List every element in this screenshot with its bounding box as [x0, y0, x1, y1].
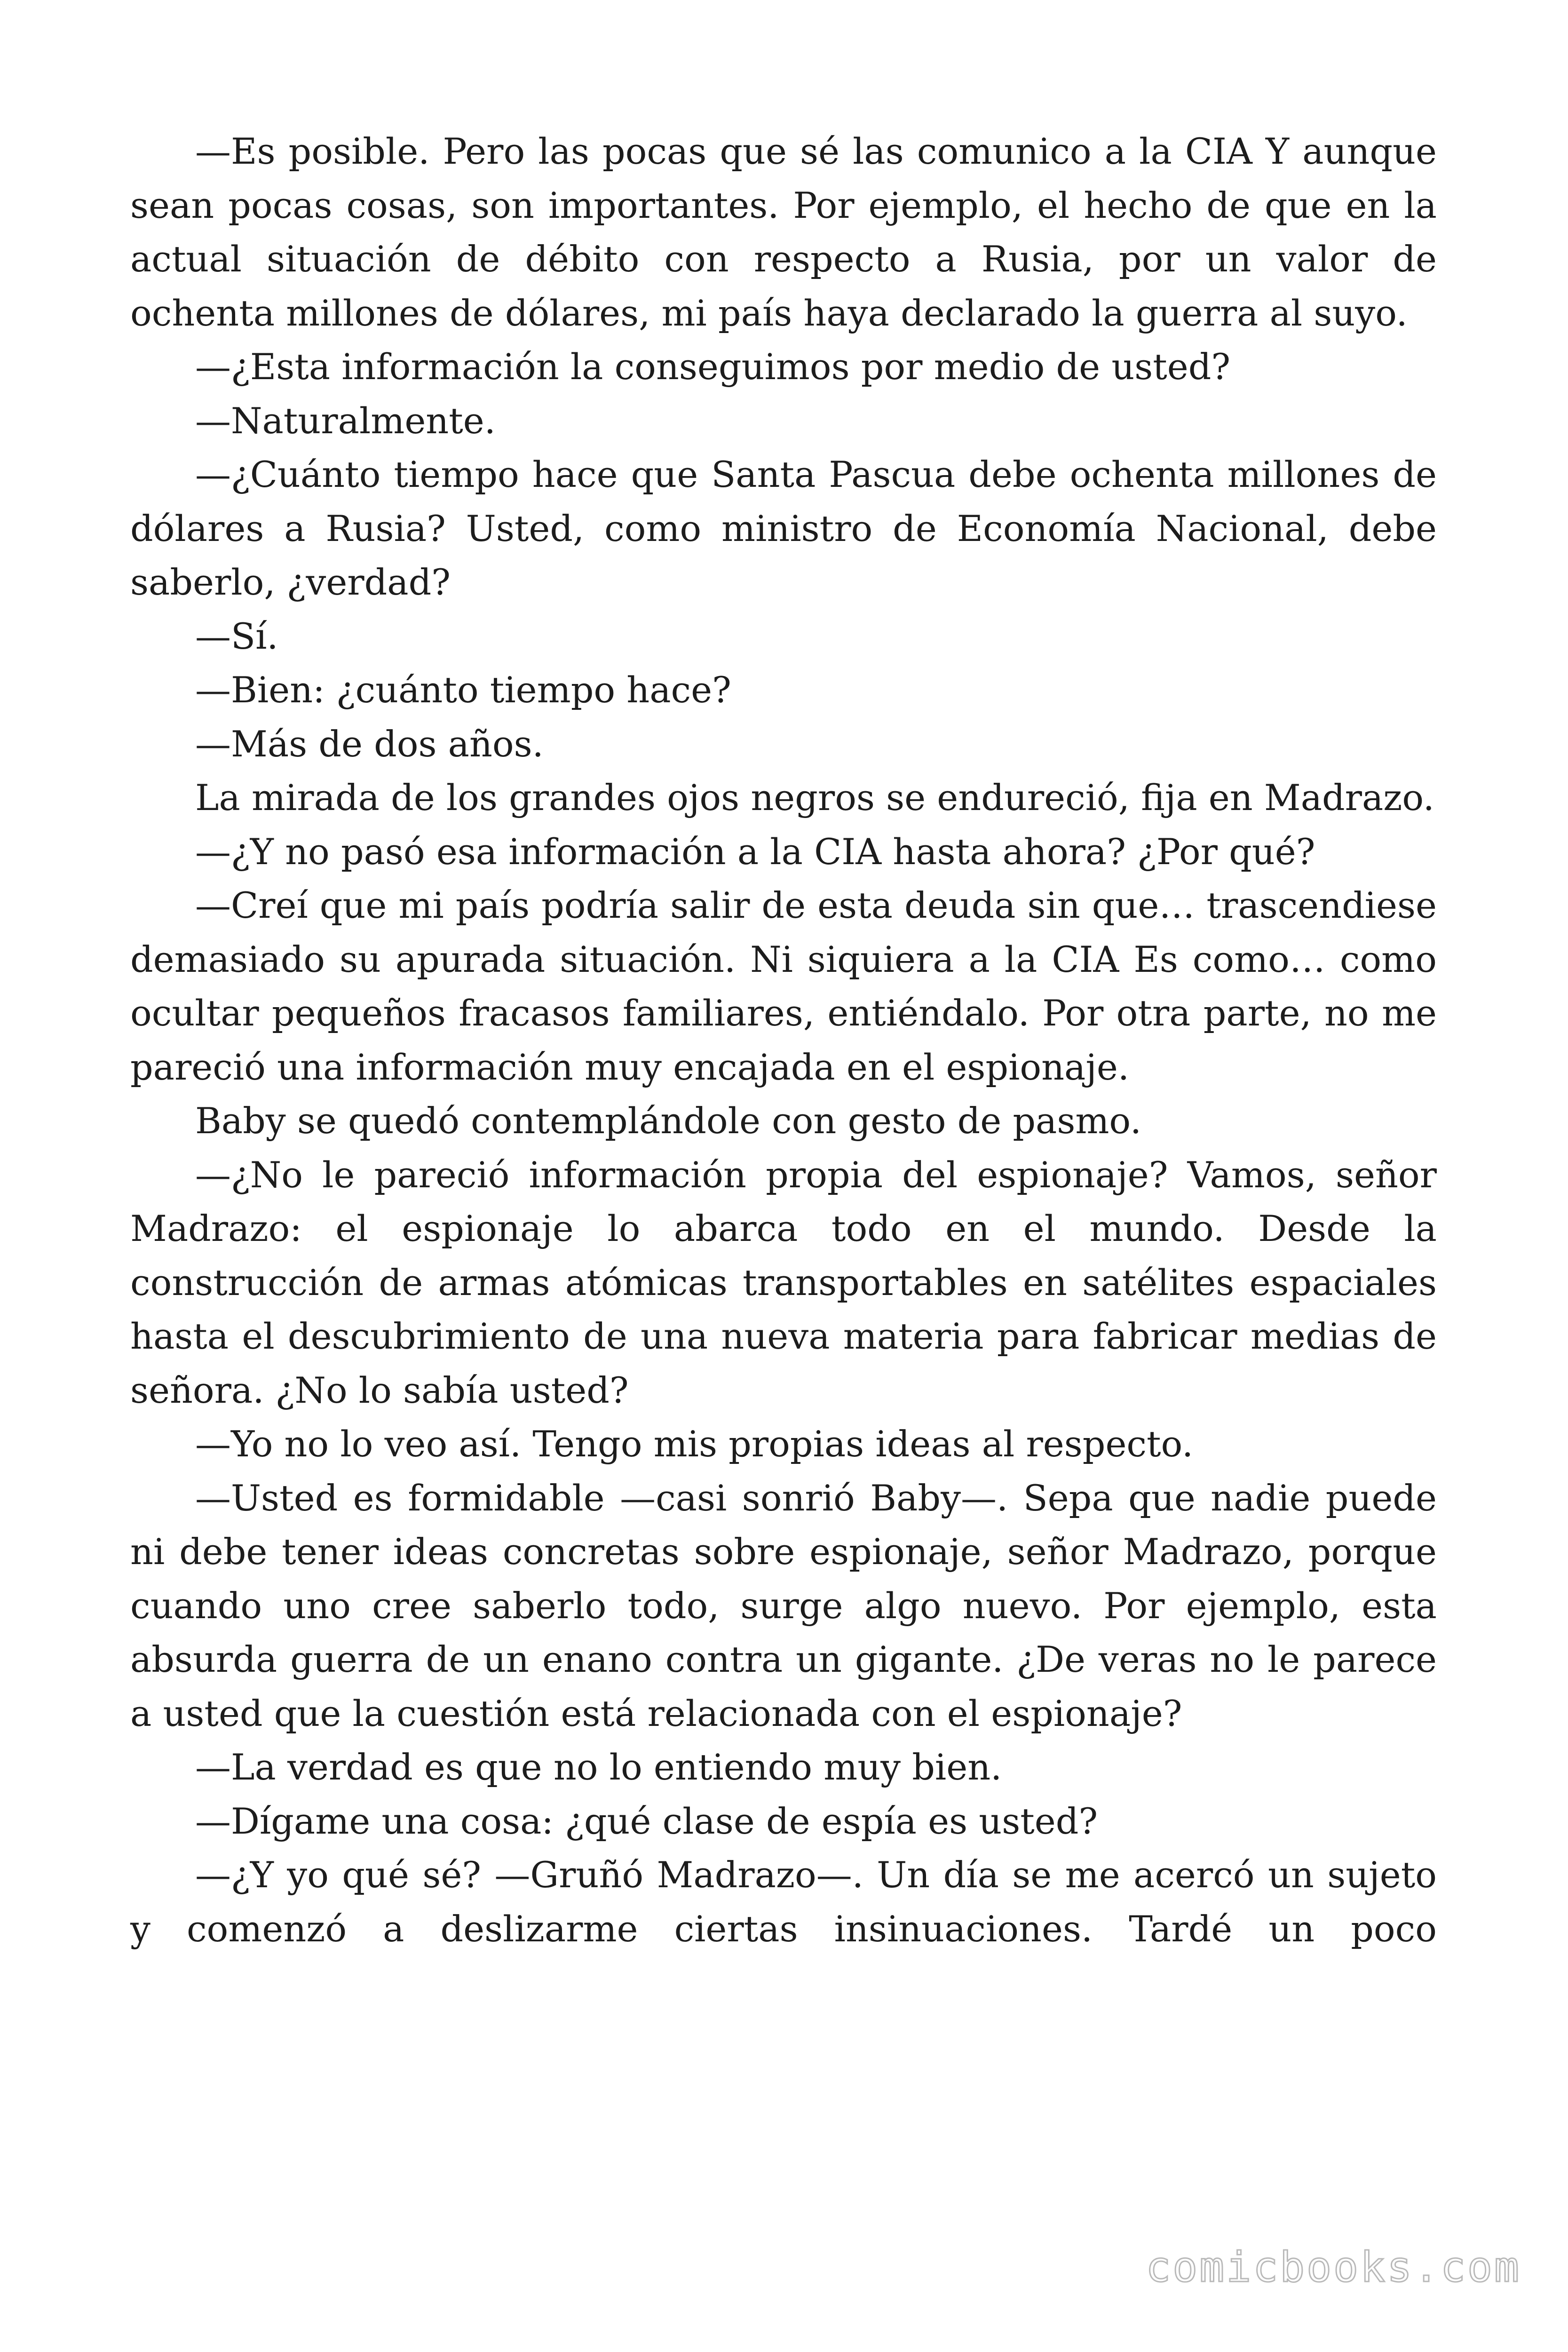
paragraph: —Es posible. Pero las pocas que sé las comunico a la CIA Y aunque sean pocas cosas, son importantes. Por ejemplo, el hecho de que en la actual situación de débito con respecto a Rusia, por un valor de ochenta millones de dólares, mi país haya declarado la guerra al suyo.	[130, 130, 1437, 334]
paragraph: —Más de dos años.	[195, 723, 544, 765]
paragraph: —Usted es formidable —casi sonrió Baby—. Sepa que nadie puede ni debe tener ideas concretas sobre espionaje, señor Madrazo, porque cuando uno cree saberlo todo, surge algo nuevo. Por ejemplo, esta absurda guerra de un enano contra un gigante. ¿De veras no le parece a usted que la cuestión está relacionada con el espionaje?	[130, 1477, 1437, 1734]
paragraph: —Dígame una cosa: ¿qué clase de espía es usted?	[195, 1800, 1098, 1842]
paragraph: —Yo no lo veo así. Tengo mis propias ideas al respecto.	[195, 1423, 1194, 1465]
book-page-text	[130, 125, 1437, 1956]
paragraph: —Creí que mi país podría salir de esta deuda sin que… trascendiese demasiado su apurada situación. Ni siquiera a la CIA Es como… como ocultar pequeños fracasos familiares, entiéndalo. Por otra parte, no me pareció una información muy encajada en el espionaje.	[130, 884, 1437, 1088]
paragraph: —¿Y yo qué sé? —Gruñó Madrazo—. Un día se me acercó un sujeto y comenzó a deslizarme ciertas insinuaciones. Tardé un poco	[130, 1854, 1437, 1950]
paragraph: La mirada de los grandes ojos negros se endureció, fija en Madrazo.	[195, 777, 1434, 818]
paragraph: —Naturalmente.	[195, 399, 496, 442]
watermark: comicbooks.com	[1146, 2243, 1521, 2291]
paragraph: Baby se quedó contemplándole con gesto de pasmo.	[195, 1100, 1141, 1142]
paragraph: —¿Y no pasó esa información a la CIA hasta ahora? ¿Por qué?	[195, 830, 1315, 873]
paragraph: —¿Cuánto tiempo hace que Santa Pascua debe ochenta millones de dólares a Rusia? Usted, como ministro de Economía Nacional, debe saberlo, ¿verdad?	[130, 453, 1437, 603]
paragraph: —La verdad es que no lo entiendo muy bien.	[195, 1746, 1002, 1788]
paragraph: —¿No le pareció información propia del espionaje? Vamos, señor Madrazo: el espionaje lo abarca todo en el mundo. Desde la construcción de armas atómicas transportables en satélites espaciales hasta el descubrimiento de una nueva materia para fabricar medias de señora. ¿No lo sabía usted?	[130, 1153, 1437, 1411]
paragraph: —¿Esta información la conseguimos por medio de usted?	[195, 346, 1231, 388]
paragraph: —Sí.	[195, 615, 278, 657]
paragraph: —Bien: ¿cuánto tiempo hace?	[195, 669, 731, 711]
